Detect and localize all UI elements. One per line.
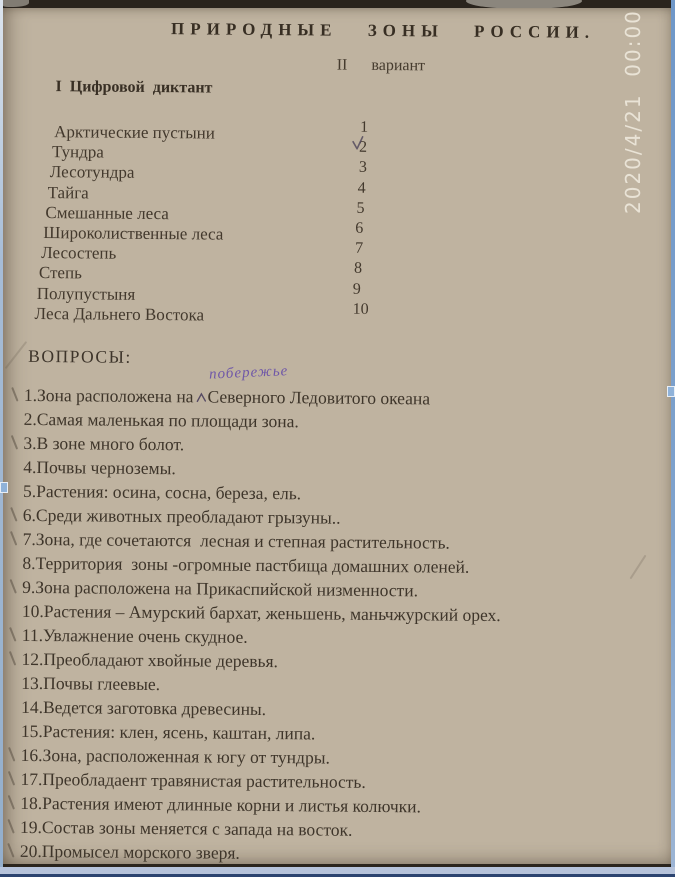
variant-label: II вариант (336, 56, 426, 75)
photo-timestamp: 2020/4/21 00:00 (621, 9, 645, 214)
insertion-caret-icon (195, 385, 206, 408)
zone-name: Лесотундра (49, 162, 135, 183)
question-list (19, 363, 662, 864)
question-text: 11.Увлажнение очень скудное. (21, 624, 248, 647)
zone-code: 1 (360, 118, 369, 136)
question-text: 10.Растения – Амурский бархат, женьшень, маньчжурский орех. (21, 600, 501, 626)
zone-name: Степь (38, 263, 82, 283)
background-object (3, 0, 29, 7)
viewer-frame-left (0, 0, 3, 877)
handwritten-note: побережье (208, 363, 289, 383)
pen-tick-icon (10, 579, 17, 594)
viewer-bottom-strip (0, 867, 675, 874)
question-text: 15.Растения: клен, ясень, каштан, липа. (20, 720, 316, 744)
questions-heading: ВОПРОСЫ: (28, 345, 132, 367)
zone-name: Арктические пустыни (54, 122, 215, 143)
question-text: 4.Почвы черноземы. (23, 456, 176, 479)
question-text: 18.Растения имеют длинные корни и листья колючки. (20, 792, 422, 817)
question-text: 6.Среди животных преобладают грызуны.. (22, 504, 341, 528)
paper-sheet (3, 8, 671, 864)
pen-tick-icon (9, 651, 16, 666)
question-text: 8.Территория зоны -огромные пастбища домашних оленей. (22, 552, 470, 577)
pen-tick-icon (10, 507, 17, 522)
zone-code: 2 (358, 138, 368, 157)
zone-code: 4 (357, 179, 366, 197)
pen-tick-icon (8, 747, 15, 762)
pen-tick-icon (7, 819, 14, 834)
question-text: 19.Состав зоны меняется с запада на восток. (20, 816, 353, 840)
question-text: 9.Зона расположена на Прикаспийской низменности. (22, 576, 419, 601)
pen-tick-icon (10, 531, 17, 546)
pen-tick-icon (7, 843, 14, 858)
question-text: 14.Ведется заготовка древесины. (21, 696, 267, 720)
zone-name: Смешанные леса (45, 202, 169, 223)
zone-name: Полупустыня (36, 283, 136, 304)
question-text: 17.Преобладаент травянистая растительность. (20, 768, 366, 792)
question-text: 2.Самая маленькая по площади зона. (23, 408, 299, 432)
zone-name: Леса Дальнего Востока (34, 303, 205, 325)
zone-name: Широколиственные леса (43, 222, 224, 244)
pen-tick-icon (8, 771, 15, 786)
zone-code: 6 (355, 219, 364, 237)
zone-code: 7 (355, 239, 364, 257)
question-text: 7.Зона, где сочетаются лесная и степная растительность. (22, 528, 450, 553)
document-title: ПРИРОДНЫЕ ЗОНЫ РОССИИ. (170, 19, 596, 42)
zone-list (3, 118, 670, 330)
pen-tick-icon (9, 627, 16, 642)
zone-code: 10 (352, 300, 369, 318)
selection-handle-icon[interactable] (0, 482, 8, 493)
pen-tick-icon (11, 435, 18, 450)
question-text: 13.Почвы глеевые. (21, 672, 161, 695)
zone-name: Тайга (47, 182, 89, 203)
viewer-frame-right (671, 0, 675, 877)
pen-tick-icon (11, 387, 18, 402)
zone-name: Тундра (51, 142, 104, 162)
zone-code: 8 (353, 260, 363, 278)
question-text: 1.Зона расположена на Северного Ледовитого океана (23, 384, 431, 409)
selection-handle-icon[interactable] (667, 386, 675, 397)
document-content (3, 8, 671, 864)
section-heading: I Цифровой диктант (55, 78, 213, 97)
zone-code: 3 (358, 159, 367, 177)
question-text: 16.Зона, расположенная к югу от тундры. (20, 744, 330, 768)
question-text: 20.Промысел морского зверя. (19, 840, 240, 863)
zone-code: 5 (356, 199, 365, 217)
question-text: 5.Растения: осина, сосна, береза, ель. (22, 480, 302, 504)
question-text: 3.В зоне много болот. (23, 432, 185, 455)
pen-tick-icon (8, 795, 15, 810)
zone-name: Лесостепь (41, 243, 117, 263)
zone-code: 9 (352, 280, 361, 298)
pen-check-icon (351, 135, 364, 157)
question-text: 12.Преобладают хвойные деревья. (21, 648, 279, 672)
